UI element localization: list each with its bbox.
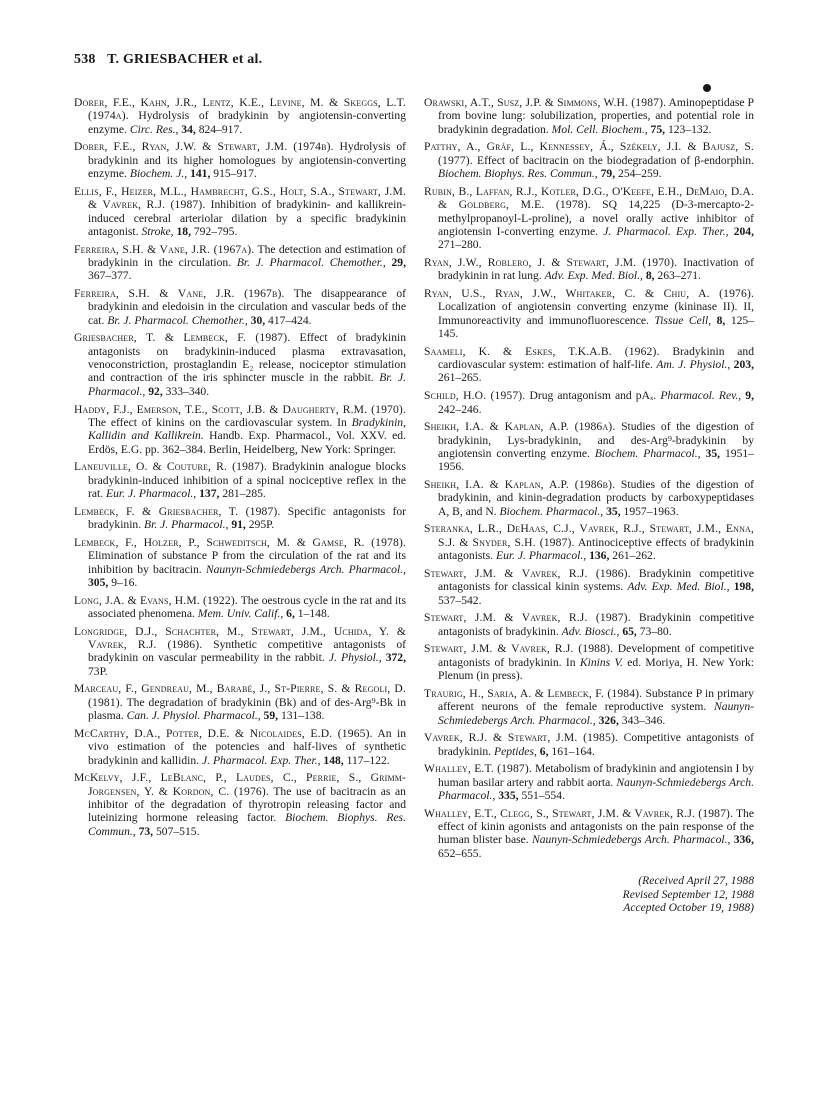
reference-entry — [74, 505, 406, 532]
reference-title: Bradykinin and cardiovascular system: estimation of half-life. — [438, 344, 754, 372]
reference-journal: Biochem. J., — [129, 167, 188, 181]
reference-entry — [74, 403, 406, 456]
reference-entry — [74, 331, 406, 398]
bullet-mark — [703, 84, 711, 92]
reference-title: Localization of angiotensin converting enzyme (kininase II). II, Immunoreactivity and immunofluorescence. — [438, 300, 754, 327]
reference-volume: 9, — [745, 389, 754, 403]
reference-journal: Bradykinin, Kallidin and Kallikrein. — [88, 415, 406, 443]
reference-journal: Tissue Cell, — [654, 313, 712, 327]
reference-volume: 75, — [650, 122, 666, 136]
reference-journal: Naunyn-Schmiedebergs Arch. Pharmacol., — [205, 562, 406, 576]
references-left-column — [74, 96, 406, 842]
reference-volume: 336, — [733, 833, 754, 847]
reference-title: Antinociceptive effects of bradykinin antagonists. — [438, 535, 755, 563]
reference-entry — [74, 96, 406, 136]
reference-authors: Whalley, E.T. (1987). — [424, 762, 532, 776]
reference-volume: 73, — [138, 824, 154, 838]
reference-pages: 9–16. — [111, 575, 138, 589]
reference-title: Effect of bacitracin on the biodegradation of β-endorphin. — [477, 153, 754, 167]
reference-pages: 824–917. — [198, 122, 243, 136]
reference-pages: 73P. — [88, 664, 108, 678]
reference-volume: 8, — [716, 313, 726, 327]
reference-pages: 915–917. — [213, 167, 257, 181]
reference-volume: 326, — [598, 713, 619, 727]
reference-entry — [424, 478, 754, 518]
reference-entry — [74, 243, 406, 283]
reference-journal: Pharmacol. Rev., — [660, 389, 742, 403]
reference-title: Aminopeptidase P from bovine lung: solubilization, properties, and potential role in bradykinin degradation. — [438, 96, 755, 136]
reference-authors: McCarthy, D.A., Potter, D.E. & Nicolaides, E.D. (1965). — [74, 726, 373, 740]
reference-pages: 1957–1963. — [623, 504, 679, 518]
reference-authors: Traurig, H., Saria, A. & Lembeck, F. (1984). — [424, 686, 643, 700]
references-right-column — [424, 96, 754, 915]
reference-journal: Naunyn-Schmiedebergs Arch. Pharmacol., — [531, 833, 731, 847]
reference-entry — [74, 682, 406, 722]
reference-title: The oestrous cycle in the rat and its associated phenomena. — [88, 593, 407, 620]
reference-journal: Biochem. Pharmacol., — [499, 504, 604, 518]
reference-authors: Whalley, E.T., Clegg, S., Stewart, J.M. & Vavrek, R.J. (1987). — [424, 806, 734, 820]
reference-pages: 551–554. — [521, 789, 565, 803]
reference-journal: J. Physiol., — [328, 651, 382, 665]
reference-entry — [74, 287, 406, 327]
reference-volume: 65, — [622, 624, 637, 638]
reference-pages: 537–542. — [438, 593, 482, 607]
reference-volume: 137, — [199, 487, 220, 501]
reference-entry — [74, 594, 406, 621]
reference-entry — [424, 642, 754, 682]
reference-title: The effect of kinin agonists and antagonists on the pain response of the human blister base. — [438, 806, 754, 847]
reference-entry — [424, 731, 754, 758]
reference-authors: Ryan, J.W., Roblero, J. & Stewart, J.M. (1970). — [424, 255, 678, 269]
reference-pages: 73–80. — [639, 624, 672, 638]
reference-journal: Mem. Univ. Calif., — [197, 606, 284, 620]
reference-title: Substance P in primary afferent neurons of the female reproductive system. — [438, 686, 754, 714]
reference-authors: Stewart, J.M. & Vavrek, R.J. (1987). — [424, 611, 631, 625]
reference-authors: Vavrek, R.J. & Stewart, J.M. (1985). — [424, 731, 619, 745]
reference-authors: Ferreira, S.H. & Vane, J.R. (1967b). — [74, 287, 285, 301]
reference-pages: 271–280. — [438, 238, 482, 252]
reference-title: The detection and estimation of bradykinin in the circulation. — [88, 242, 406, 269]
reference-authors: Stewart, J.M. & Vavrek, R.J. (1988). — [424, 642, 614, 656]
reference-journal: J. Pharmacol. Exp. Ther., — [603, 224, 729, 238]
reference-authors: Schild, H.O. (1957). — [424, 389, 526, 403]
reference-title: An in vivo estimation of the potencies and half-lives of synthetic bradykinin and kallidin. — [88, 726, 406, 767]
reference-entry — [74, 625, 406, 678]
reference-entry — [424, 287, 754, 340]
reference-authors: Griesbacher, T. & Lembeck, F. (1987). — [74, 331, 291, 345]
reference-journal: Kinins V. — [579, 655, 623, 669]
reference-volume: 8, — [645, 269, 655, 283]
page-number: 538 — [74, 52, 96, 67]
reference-title: Drug antagonism and pAₓ. — [529, 389, 657, 403]
reference-entry — [424, 185, 754, 252]
reference-entry — [74, 536, 406, 589]
reference-pages: 652–655. — [438, 846, 482, 860]
reference-entry — [424, 807, 754, 860]
reference-entry — [424, 389, 754, 416]
reference-entry — [424, 611, 754, 638]
reference-title: Competitive antagonists of bradykinin. — [438, 731, 754, 758]
reference-pages: 367–377. — [88, 269, 132, 283]
reference-volume: 35, — [606, 504, 621, 518]
reference-journal: Adv. Exp. Med. Biol., — [627, 580, 730, 594]
reference-pages: 1–148. — [297, 606, 330, 620]
reference-entry — [74, 727, 406, 767]
reference-authors: Orawski, A.T., Susz, J.P. & Simmons, W.H. (1987). — [424, 96, 667, 109]
accepted-date: Accepted October 19, 1988) — [623, 901, 754, 915]
reference-pages: Handb. Exp. Pharmacol., Vol. XXV. ed. Erdös, E.G. pp. 362–384. Berlin, Heidelberg, New York: Springer. — [88, 429, 406, 456]
reference-volume: 6, — [286, 606, 295, 620]
reference-journal: Adv. Exp. Med. Biol., — [544, 269, 643, 283]
reference-authors: Sheikh, I.A. & Kaplan, A.P. (1986b). — [424, 478, 616, 492]
reference-title: Synthetic competitive antagonists of bradykinin on vascular permeability in the rabbit. — [88, 638, 406, 665]
reference-journal: Br. J. Pharmacol. Chemother., — [236, 255, 386, 269]
reference-authors: Dorer, F.E., Kahn, J.R., Lentz, K.E., Levine, M. & Skeggs, L.T. (1974a). — [74, 96, 406, 123]
reference-pages: 417–424. — [268, 313, 312, 327]
reference-authors: Patthy, A., Gráf, L., Kennessey, Á., Székely, J.I. & Bajusz, S. (1977). — [424, 140, 754, 167]
reference-pages: 295P. — [248, 518, 275, 532]
reference-journal: Peptides, — [494, 744, 537, 758]
reference-pages: 333–340. — [165, 384, 210, 398]
reference-entry — [74, 185, 406, 238]
reference-title: SQ 14,225 (D-3-mercapto-2-methylpropanoyl-L-proline), a novel orally active inhibitor of angiotensin I-converting enzyme. — [438, 198, 755, 238]
reference-title: The degradation of bradykinin (Bk) and of des-Arg⁹-Bk in plasma. — [88, 695, 406, 723]
reference-title: Specific antagonists for bradykinin. — [88, 504, 406, 532]
reference-pages: 242–246. — [438, 402, 482, 416]
reference-volume: 79, — [600, 167, 616, 181]
reference-title: Inactivation of bradykinin in rat lung. — [438, 255, 754, 283]
reference-title: Studies of the digestion of bradykinin, Lys-bradykinin, and des-Arg⁹-bradykinin by angiotensin converting enzyme. — [438, 420, 754, 460]
reference-journal: J. Pharmacol. Exp. Ther., — [202, 753, 321, 767]
reference-volume: 34, — [181, 122, 196, 136]
reference-title: The disappearance of bradykinin and eledoisin in the circulation and vascular beds of the cat. — [88, 287, 406, 327]
reference-volume: 203, — [733, 358, 754, 372]
reference-volume: 204, — [733, 224, 754, 238]
reference-title: Hydrolysis of bradykinin by angiotensin-converting enzyme. — [88, 109, 406, 136]
reference-pages: 261–265. — [438, 371, 482, 385]
reference-pages: 507–515. — [155, 824, 200, 838]
reference-authors: Ryan, U.S., Ryan, J.W., Whitaker, C. & Chiu, A. (1976). — [424, 287, 754, 301]
reference-pages: 254–259. — [618, 167, 662, 181]
reference-journal: Circ. Res., — [129, 122, 179, 136]
reference-authors: Lembeck, F. & Griesbacher, T. (1987). — [74, 504, 281, 518]
reference-pages: 263–271. — [657, 269, 701, 283]
reference-pages: ed. Moriya, H. New York: Plenum (in press). — [438, 655, 754, 683]
reference-journal: Can. J. Physiol. Pharmacol., — [126, 709, 261, 723]
reference-authors: Saameli, K. & Eskes, T.K.A.B. (1962). — [424, 344, 660, 358]
reference-volume: 6, — [539, 744, 549, 758]
reference-title: Hydrolysis of bradykinin and its higher homologues by angiotensin-converting enzyme. — [88, 140, 406, 181]
reference-volume: 148, — [323, 753, 344, 767]
reference-journal: Biochem. Pharmacol., — [594, 446, 701, 460]
reference-pages: 792–795. — [193, 224, 238, 238]
revised-date: Revised September 12, 1988 — [622, 887, 754, 901]
running-header — [74, 52, 262, 68]
reference-authors: Laneuville, O. & Couture, R. (1987). — [74, 460, 267, 474]
reference-journal: Br. J. Pharmacol., — [88, 371, 406, 398]
reference-volume: 305, — [88, 575, 109, 589]
received-dates — [424, 874, 754, 915]
reference-volume: 91, — [231, 518, 246, 532]
reference-entry — [424, 140, 754, 180]
reference-authors: Lembeck, F., Holzer, P., Schweditsch, M. & Gamse, R. (1978). — [74, 535, 406, 549]
reference-pages: 161–164. — [551, 744, 595, 758]
reference-journal: Biochem. Biophys. Res. Commun., — [438, 167, 598, 181]
reference-pages: 123–132. — [667, 122, 712, 136]
reference-title: Inhibition of bradykinin- and kallikrein-induced cerebral arteriolar dilation by a specific bradykinin antagonist. — [88, 198, 406, 238]
reference-entry — [424, 567, 754, 607]
reference-pages: 1951–1956. — [438, 446, 754, 474]
reference-title: Elimination of substance P from the circulation of the rat and its inhibition by bacitracin. — [88, 549, 406, 576]
reference-pages: 117–122. — [346, 753, 390, 767]
reference-authors: Longridge, D.J., Schachter, M., Stewart, J.M., Uchida, Y. & Vavrek, R.J. (1986). — [74, 624, 406, 652]
reference-authors: Long, J.A. & Evans, H.M. (1922). — [74, 593, 238, 607]
reference-journal: Naunyn-Schmiedebergs Arch. Pharmacol., — [438, 700, 754, 727]
reference-authors: Rubin, B., Laffan, R.J., Kotler, D.G., O'Keefe, E.H., DeMaio, D.A. & Goldberg, M.E. (1978). — [424, 184, 754, 212]
reference-journal: Br. J. Pharmacol., — [144, 518, 229, 532]
reference-volume: 198, — [733, 580, 754, 594]
reference-pages: 281–285. — [222, 487, 266, 501]
reference-pages: 131–138. — [280, 709, 325, 723]
reference-journal: Am. J. Physiol., — [656, 358, 731, 372]
reference-volume: 92, — [148, 384, 163, 398]
reference-volume: 136, — [589, 549, 610, 563]
reference-volume: 35, — [705, 446, 721, 460]
reference-title: Effect of bradykinin antagonists on bradykinin-induced plasma extravasation, venoconstriction, prostaglandin E₂ release, nociceptor stimulation and contraction of the iris sphincter muscle in the rabbit. — [88, 331, 407, 385]
reference-authors: Ferreira, S.H. & Vane, J.R. (1967a). — [74, 242, 255, 256]
received-date: (Received April 27, 1988 — [638, 874, 754, 888]
reference-journal: Eur. J. Pharmacol., — [495, 549, 587, 563]
reference-entry — [74, 460, 406, 500]
reference-volume: 59, — [263, 709, 279, 723]
reference-entry — [74, 771, 406, 838]
reference-entry — [424, 762, 754, 802]
reference-authors: Marceau, F., Gendreau, M., Barabé, J., St-Pierre, S. & Regoli, D. (1981). — [74, 682, 406, 709]
reference-entry — [424, 345, 754, 385]
reference-entry — [424, 420, 754, 473]
reference-authors: Dorer, F.E., Ryan, J.W. & Stewart, J.M. (1974b). — [74, 140, 334, 154]
reference-entry — [424, 522, 754, 562]
reference-journal: Biochem. Biophys. Res. Commun., — [88, 811, 406, 838]
reference-volume: 30, — [250, 313, 266, 327]
reference-title: Bradykinin competitive antagonists of bradykinin. — [438, 611, 755, 638]
reference-authors: Stewart, J.M. & Vavrek, R.J. (1986). — [424, 566, 631, 580]
reference-authors: Steranka, L.R., DeHaas, C.J., Vavrek, R.J., Stewart, J.M., Enna, S.J. & Snyder, S.H. (1987). — [424, 522, 754, 549]
reference-entry — [424, 256, 754, 283]
reference-authors: McKelvy, J.F., LeBlanc, P., Laudes, C., Perrie, S., Grimm-Jorgensen, Y. & Kordon, C. (1976). — [74, 771, 406, 798]
reference-title: Bradykinin analogue blocks bradykinin-induced inhibition of a spinal nociceptive reflex in the rat. — [88, 460, 406, 501]
reference-volume: 372, — [385, 651, 406, 665]
reference-title: The effect of kinins on the cardiovascular system. In — [88, 415, 347, 429]
reference-journal: Stroke, — [141, 224, 174, 238]
reference-entry — [74, 140, 406, 180]
reference-entry — [424, 687, 754, 727]
reference-pages: 125–145. — [438, 313, 754, 341]
reference-title: The use of bacitracin as an inhibitor of the degradation of thyrotropin releasing factor and luteinizing hormone releasing factor. — [88, 784, 406, 825]
reference-journal: Eur. J. Pharmacol., — [106, 487, 197, 501]
reference-volume: 141, — [190, 167, 211, 181]
reference-authors: Sheikh, I.A. & Kaplan, A.P. (1986a). — [424, 420, 616, 434]
reference-title: Bradykinin competitive antagonists for classical kinin systems. — [438, 566, 755, 594]
reference-title: Metabolism of bradykinin and angiotensin I by human basilar artery and rabbit aorta. — [438, 762, 755, 789]
reference-authors: Ellis, F., Heizer, M.L., Hambrecht, G.S., Holt, S.A., Stewart, J.M. & Vavrek, R.J. (1987). — [74, 184, 406, 212]
running-authors: T. GRIESBACHER et al. — [107, 52, 263, 67]
reference-title: Studies of the digestion of bradykinin, and kinin-degradation products by carboxypeptidases A, B, and N. — [438, 478, 754, 518]
reference-title: Development of competitive antagonists of bradykinin. In — [438, 642, 754, 669]
reference-volume: 29, — [391, 255, 406, 269]
reference-journal: Br. J. Pharmacol. Chemother., — [107, 313, 248, 327]
reference-volume: 18, — [176, 224, 191, 238]
reference-journal: Naunyn-Schmiedebergs Arch. Pharmacol., — [438, 775, 754, 803]
reference-pages: 343–346. — [621, 713, 666, 727]
reference-journal: Adv. Biosci., — [561, 624, 620, 638]
reference-pages: 261–262. — [612, 549, 656, 563]
reference-authors: Haddy, F.J., Emerson, T.E., Scott, J.B. & Daugherty, R.M. (1970). — [74, 402, 406, 416]
reference-volume: 335, — [498, 789, 519, 803]
reference-entry — [424, 96, 754, 136]
reference-journal: Mol. Cell. Biochem., — [551, 122, 648, 136]
